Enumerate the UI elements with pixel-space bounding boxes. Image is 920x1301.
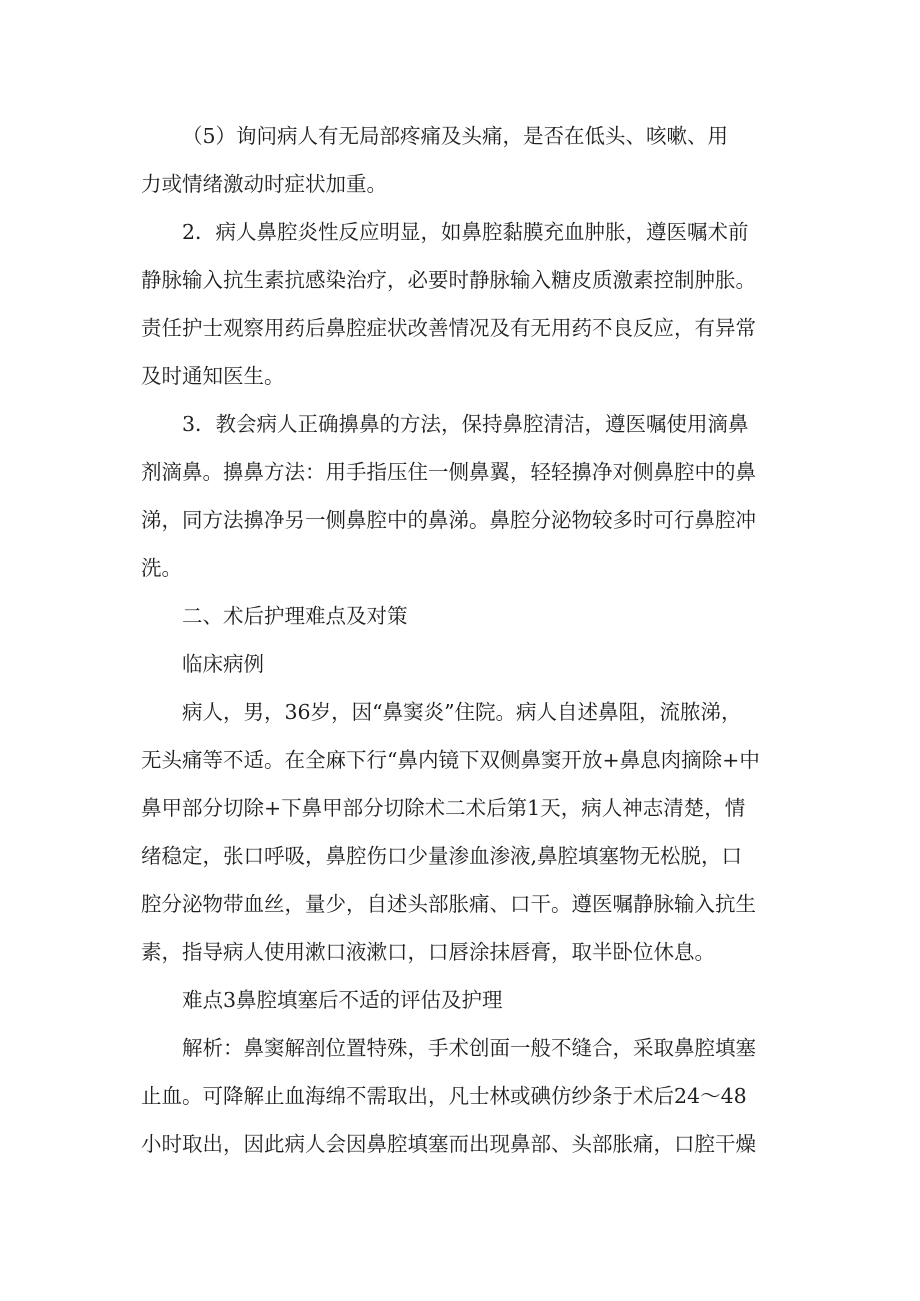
text-line: 二、术后护理难点及对策 (182, 604, 408, 628)
text-line: 素，指导病人使用漱口液漱口，口唇涂抹唇膏，取半卧位休息。 (141, 940, 715, 964)
text-line: 及时通知医生。 (141, 364, 285, 388)
text-line: 鼻甲部分切除+下鼻甲部分切除术二术后第1天，病人神志清楚，情 (141, 796, 746, 820)
document-body (141, 112, 786, 1168)
paragraph-antibiotic-treatment (141, 208, 786, 400)
text-line: 小时取出，因此病人会因鼻腔填塞而出现鼻部、头部胀痛，口腔干燥 (141, 1132, 756, 1156)
text-line: 静脉输入抗生素抗感染治疗，必要时静脉输入糖皮质激素控制肿胀。 (141, 268, 756, 292)
paragraph-inquire-pain (141, 112, 786, 208)
text-line: 2．病人鼻腔炎性反应明显，如鼻腔黏膜充血肿胀，遵医嘱术前 (182, 220, 749, 244)
subheading-clinical-case (141, 640, 786, 688)
text-line: 腔分泌物带血丝，量少，自述头部胀痛、口干。遵医嘱静脉输入抗生 (141, 892, 756, 916)
text-line: 病人，男，36岁，因“鼻窦炎”住院。病人自述鼻阻，流脓涕， (182, 700, 742, 724)
text-line: 责任护士观察用药后鼻腔症状改善情况及有无用药不良反应，有异常 (141, 316, 756, 340)
text-line: 涕，同方法擤净另一侧鼻腔中的鼻涕。鼻腔分泌物较多时可行鼻腔冲 (141, 508, 756, 532)
text-line: 无头痛等不适。在全麻下行“鼻内镜下双侧鼻窦开放+鼻息肉摘除+中 (141, 748, 760, 772)
text-line: 止血。可降解止血海绵不需取出，凡士林或碘仿纱条于术后24～48 (141, 1084, 747, 1108)
text-line: 绪稳定，张口呼吸，鼻腔伤口少量渗血渗液,鼻腔填塞物无松脱，口 (141, 844, 743, 868)
text-line: （5）询问病人有无局部疼痛及头痛，是否在低头、咳嗽、用 (182, 124, 729, 148)
paragraph-case-description (141, 688, 786, 976)
text-line: 难点3鼻腔填塞后不适的评估及护理 (182, 988, 503, 1012)
subheading-difficulty-3 (141, 976, 786, 1024)
text-line: 解析：鼻窦解剖位置特殊，手术创面一般不缝合，采取鼻腔填塞 (182, 1036, 756, 1060)
text-line: 剂滴鼻。擤鼻方法：用手指压住一侧鼻翼，轻轻擤净对侧鼻腔中的鼻 (141, 460, 756, 484)
text-line: 临床病例 (182, 652, 264, 676)
paragraph-nose-blowing (141, 400, 786, 592)
text-line: 3．教会病人正确擤鼻的方法，保持鼻腔清洁，遵医嘱使用滴鼻 (182, 412, 749, 436)
section-heading-postoperative (141, 592, 786, 640)
text-line: 洗。 (141, 556, 182, 580)
paragraph-analysis (141, 1024, 786, 1168)
text-line: 力或情绪激动时症状加重。 (141, 172, 387, 196)
